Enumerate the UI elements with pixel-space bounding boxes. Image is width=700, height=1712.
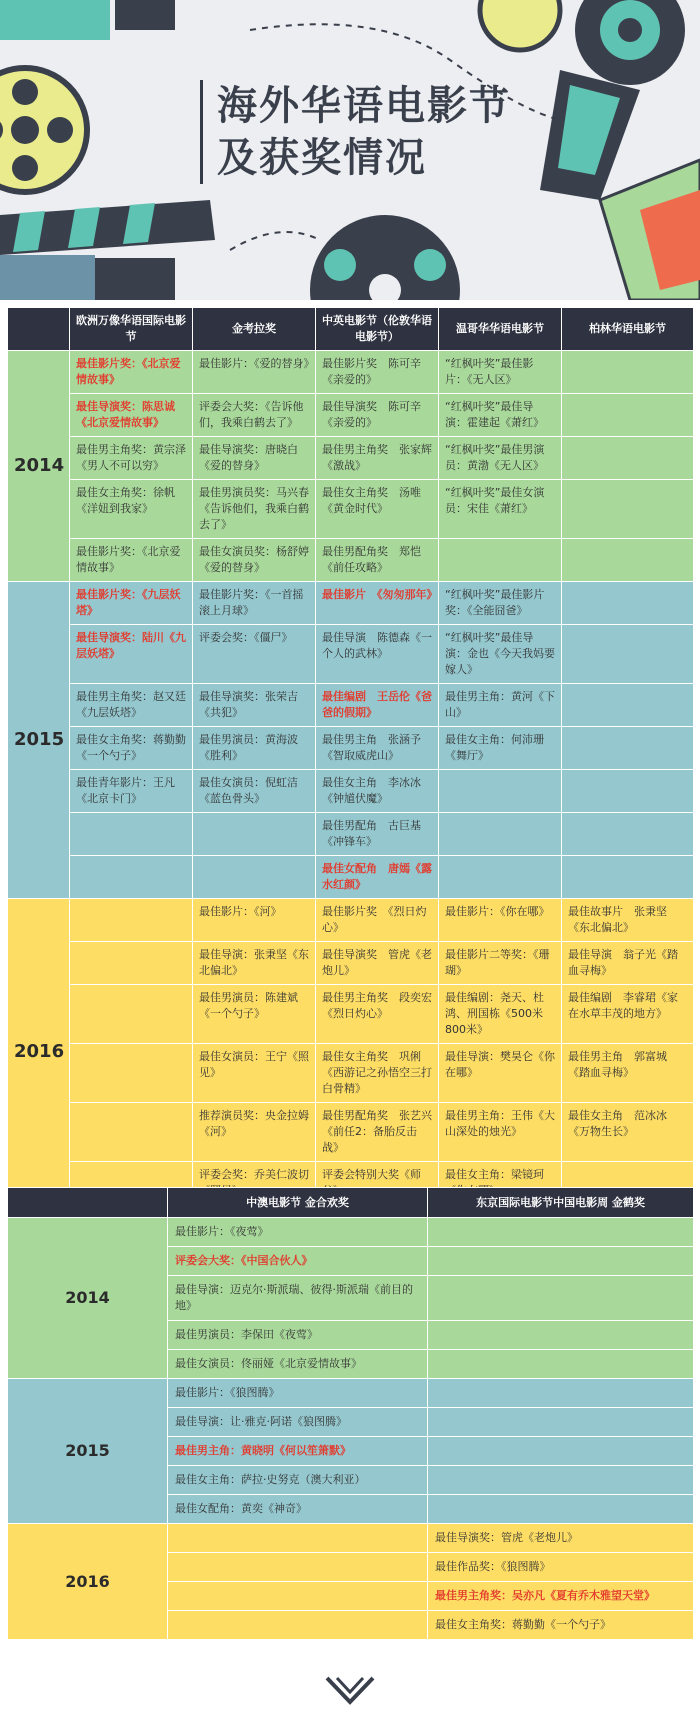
award-text: 最佳影片：《夜莺》 — [175, 1225, 269, 1238]
award-cell — [316, 813, 439, 856]
award-cell — [562, 985, 694, 1044]
award-cell — [439, 625, 562, 684]
film-reel-icon — [0, 68, 87, 192]
column-header: 中英电影节（伦敦华语电影节） — [316, 308, 439, 351]
award-cell — [562, 942, 694, 985]
award-cell — [193, 1103, 316, 1162]
award-cell — [439, 539, 562, 582]
award-text: 评委会奖：乔美仁波切 — [199, 1168, 309, 1181]
award-cell — [439, 770, 562, 813]
award-text: 最佳青年影片：王凡《北京卡门》 — [76, 776, 175, 805]
award-cell — [193, 394, 316, 437]
column-header: 中澳电影节 金合欢奖 — [168, 1188, 428, 1218]
award-text: 最佳作品奖：《狼图腾》 — [435, 1560, 551, 1573]
award-cell — [316, 1044, 439, 1103]
award-cell — [316, 351, 439, 394]
festival-awards-table-2 — [7, 1187, 694, 1640]
award-cell — [316, 625, 439, 684]
award-cell — [428, 1611, 694, 1640]
award-cell — [562, 1044, 694, 1103]
table-row — [8, 727, 694, 770]
award-text: 最佳导演 陈德森《一个人的武林》 — [322, 631, 432, 660]
award-cell — [168, 1582, 428, 1611]
award-text: “红枫叶奖”最佳影片：《无人区》 — [445, 357, 534, 386]
award-cell — [439, 437, 562, 480]
award-text: 最佳故事片 张秉坚《东北偏北》 — [568, 905, 667, 934]
column-header: 东京国际电影节中国电影周 金鹤奖 — [428, 1188, 694, 1218]
award-cell — [193, 684, 316, 727]
award-cell — [562, 899, 694, 942]
award-cell — [193, 856, 316, 899]
award-cell — [316, 582, 439, 625]
award-cell — [70, 1044, 193, 1103]
award-text: 最佳编剧 王岳伦《爸爸的假期》 — [322, 690, 432, 719]
table-row — [8, 1103, 694, 1162]
award-text: 最佳女主角 李冰冰《钟馗伏魔》 — [322, 776, 421, 805]
year-cell: 2014 — [8, 351, 70, 582]
award-text: 最佳影片：《狼图腾》 — [175, 1386, 280, 1399]
table-header-row — [8, 1188, 694, 1218]
column-header: 柏林华语电影节 — [562, 308, 694, 351]
award-text: 最佳男演员：陈建斌《一个勺子》 — [199, 991, 298, 1020]
award-text: 评委会大奖：《中国合伙人》 — [175, 1254, 313, 1267]
award-cell — [193, 813, 316, 856]
award-text: 最佳男配角奖 郑恺《前任攻略》 — [322, 545, 421, 574]
award-cell — [562, 813, 694, 856]
award-cell — [193, 985, 316, 1044]
award-cell — [316, 684, 439, 727]
table-row — [8, 437, 694, 480]
award-text: “红枫叶奖”最佳男演员：黄渤《无人区》 — [445, 443, 545, 472]
year-cell: 2016 — [8, 1524, 168, 1640]
award-text: 最佳影片奖：《九层妖塔》 — [76, 588, 181, 617]
award-cell — [562, 856, 694, 899]
award-cell — [439, 582, 562, 625]
award-cell — [168, 1379, 428, 1408]
award-text: 最佳女配角：黄奕《神奇》 — [175, 1502, 307, 1515]
award-text: 最佳女演员：倪虹洁《蓝色骨头》 — [199, 776, 298, 805]
award-text: 最佳男主角 郭富城《踏血寻梅》 — [568, 1050, 667, 1079]
award-text: 最佳女主角奖：徐帆《洋妞到我家》 — [76, 486, 175, 515]
award-text: 最佳影片 《匆匆那年》 — [322, 588, 438, 601]
award-text: 最佳男主角奖 段奕宏《烈日灼心》 — [322, 991, 432, 1020]
award-text: 最佳影片奖 陈可辛《亲爱的》 — [322, 357, 421, 386]
clapperboard-icon — [0, 200, 215, 300]
table-row — [8, 582, 694, 625]
award-cell — [439, 899, 562, 942]
award-cell — [70, 942, 193, 985]
award-cell — [428, 1553, 694, 1582]
award-cell — [70, 770, 193, 813]
award-cell — [193, 437, 316, 480]
award-cell — [562, 625, 694, 684]
award-text: 最佳影片奖：《一首摇滚上月球》 — [199, 588, 304, 617]
award-text: 最佳影片：《你在哪》 — [445, 905, 550, 918]
award-cell — [168, 1437, 428, 1466]
award-text: 最佳男主角 张涵予《智取威虎山》 — [322, 733, 421, 762]
award-cell — [168, 1408, 428, 1437]
award-cell — [562, 351, 694, 394]
award-cell — [439, 856, 562, 899]
award-text: 最佳女主角：梁镜珂 — [445, 1168, 544, 1181]
award-cell — [193, 899, 316, 942]
table-row — [8, 1218, 694, 1247]
award-cell — [70, 437, 193, 480]
award-text: 最佳导演：张秉坚《东北偏北》 — [199, 948, 309, 977]
award-cell — [439, 985, 562, 1044]
award-cell — [70, 582, 193, 625]
title-line-2: 及获奖情况 — [217, 135, 427, 181]
award-text: 最佳女主角奖：蒋勤勤《一个勺子》 — [76, 733, 186, 762]
award-cell — [168, 1611, 428, 1640]
award-cell — [439, 942, 562, 985]
award-cell — [439, 813, 562, 856]
award-cell — [316, 770, 439, 813]
award-cell — [428, 1379, 694, 1408]
table-row — [8, 351, 694, 394]
award-cell — [168, 1495, 428, 1524]
award-text: 最佳导演奖 管虎《老炮儿》 — [322, 948, 432, 977]
award-text: 最佳男演员：黄海波《胜利》 — [199, 733, 298, 762]
award-text: 最佳女配角 唐嫣《露水红颜》 — [322, 862, 432, 891]
award-cell — [193, 1044, 316, 1103]
award-cell — [168, 1247, 428, 1276]
award-text: 最佳男演员：李保田《夜莺》 — [175, 1328, 318, 1341]
award-cell — [428, 1582, 694, 1611]
award-cell — [70, 899, 193, 942]
award-text: 最佳影片奖 《烈日灼心》 — [322, 905, 427, 934]
award-cell — [316, 727, 439, 770]
award-cell — [562, 437, 694, 480]
table-row — [8, 1379, 694, 1408]
column-header: 金考拉奖 — [193, 308, 316, 351]
award-cell — [193, 625, 316, 684]
award-text: 最佳导演 翁子光《踏血寻梅》 — [568, 948, 678, 977]
award-cell — [168, 1350, 428, 1379]
table-row — [8, 985, 694, 1044]
award-cell — [562, 770, 694, 813]
award-cell — [168, 1466, 428, 1495]
award-cell — [428, 1247, 694, 1276]
award-text: 最佳男主角奖 张家辉《激战》 — [322, 443, 432, 472]
table-row — [8, 899, 694, 942]
award-text: 最佳男演员奖：马兴春《告诉他们，我乘白鹤去了》 — [199, 486, 309, 531]
column-header: 欧洲万像华语国际电影节 — [70, 308, 193, 351]
award-text: 最佳男主角奖：赵又廷《九层妖塔》 — [76, 690, 186, 719]
award-cell — [562, 539, 694, 582]
table-row — [8, 813, 694, 856]
award-text: 最佳男配角奖 张艺兴《前任2：备胎反击战》 — [322, 1109, 432, 1154]
table-row — [8, 856, 694, 899]
award-text: “红枫叶奖”最佳女演员：宋佳《萧红》 — [445, 486, 545, 515]
film-reel-icon-2 — [310, 215, 460, 300]
award-cell — [316, 1103, 439, 1162]
award-cell — [193, 582, 316, 625]
award-text: 最佳男主角：黄河《下山》 — [445, 690, 555, 719]
award-cell — [439, 1044, 562, 1103]
award-text: 评委会特别大奖《师 — [322, 1168, 421, 1181]
chevron-down-icon — [325, 1676, 375, 1706]
award-cell — [562, 582, 694, 625]
award-cell — [168, 1218, 428, 1247]
award-cell — [316, 394, 439, 437]
award-text: 最佳女主角奖 汤唯《黄金时代》 — [322, 486, 421, 515]
award-cell — [316, 942, 439, 985]
award-cell — [168, 1553, 428, 1582]
award-cell — [70, 684, 193, 727]
award-cell — [439, 727, 562, 770]
award-text: 最佳影片二等奖：《珊瑚》 — [445, 948, 550, 977]
award-text: 最佳导演奖：陆川《九层妖塔》 — [76, 631, 186, 660]
page-title — [200, 80, 511, 184]
award-text: 最佳导演奖：管虎《老炮儿》 — [435, 1531, 578, 1544]
award-text: 最佳女主角：何沛珊《舞厅》 — [445, 733, 544, 762]
table-row — [8, 770, 694, 813]
award-cell — [428, 1524, 694, 1553]
table-row — [8, 539, 694, 582]
header-banner — [0, 0, 700, 300]
award-cell — [168, 1321, 428, 1350]
award-cell — [193, 480, 316, 539]
award-cell — [428, 1321, 694, 1350]
header-corner — [8, 1188, 168, 1218]
award-cell — [562, 727, 694, 770]
award-text: 评委会大奖：《告诉他们，我乘白鹤去了》 — [199, 400, 304, 429]
award-cell — [316, 899, 439, 942]
award-cell — [428, 1350, 694, 1379]
award-text: 最佳男主角：王伟《大山深处的烛光》 — [445, 1109, 555, 1138]
award-text: 最佳女主角 范冰冰《万物生长》 — [568, 1109, 667, 1138]
award-text: 最佳影片奖：《北京爱情故事》 — [76, 545, 181, 574]
film-strip-icon — [600, 160, 700, 300]
table-header-row — [8, 308, 694, 351]
table-row — [8, 394, 694, 437]
award-cell — [70, 985, 193, 1044]
award-cell — [562, 1103, 694, 1162]
award-cell — [70, 539, 193, 582]
award-text: 最佳导演奖：陈思诚《北京爱情故事》 — [76, 400, 175, 429]
title-line-1: 海外华语电影节 — [217, 83, 511, 129]
award-text: 最佳编剧：尧天、杜鸿、刑国栋《500米800米》 — [445, 991, 544, 1036]
award-text: 最佳男主角奖：吴亦凡《夏有乔木雅望天堂》 — [435, 1589, 655, 1602]
year-cell: 2015 — [8, 1379, 168, 1524]
award-cell — [316, 539, 439, 582]
award-text: 最佳编剧 李睿珺《家在水草丰茂的地方》 — [568, 991, 678, 1020]
award-cell — [428, 1495, 694, 1524]
award-cell — [168, 1276, 428, 1321]
award-cell — [428, 1466, 694, 1495]
award-cell — [428, 1276, 694, 1321]
award-text: 最佳女演员奖：杨舒婷《爱的替身》 — [199, 545, 309, 574]
award-cell — [439, 351, 562, 394]
award-text: 推荐演员奖：央金拉姆《河》 — [199, 1109, 309, 1138]
award-cell — [428, 1218, 694, 1247]
award-text: 最佳导演奖：唐晓白《爱的替身》 — [199, 443, 298, 472]
award-text: 最佳导演：迈克尔·斯派瑞、彼得·斯派瑞《前目的地》 — [175, 1283, 413, 1312]
award-cell — [562, 394, 694, 437]
award-cell — [439, 1103, 562, 1162]
table-row — [8, 942, 694, 985]
award-cell — [439, 480, 562, 539]
award-cell — [193, 351, 316, 394]
award-text: 最佳男配角 古巨基《冲锋车》 — [322, 819, 421, 848]
award-cell — [316, 480, 439, 539]
award-cell — [562, 480, 694, 539]
award-text: 最佳女演员：王宁《照见》 — [199, 1050, 309, 1079]
award-cell — [316, 856, 439, 899]
year-cell: 2014 — [8, 1218, 168, 1379]
award-text: 最佳导演：樊昊仑《你在哪》 — [445, 1050, 555, 1079]
award-text: “红枫叶奖”最佳导演：霍建起《萧红》 — [445, 400, 544, 429]
award-cell — [70, 813, 193, 856]
table-row — [8, 1524, 694, 1553]
award-text: 最佳导演奖：张荣吉《共犯》 — [199, 690, 298, 719]
table-row — [8, 480, 694, 539]
award-cell — [193, 770, 316, 813]
award-cell — [70, 1103, 193, 1162]
award-text: 最佳男主角：黄晓明《何以笙箫默》 — [175, 1444, 351, 1457]
award-cell — [428, 1408, 694, 1437]
award-text: 最佳女主角奖 巩俐《西游记之孙悟空三打白骨精》 — [322, 1050, 432, 1095]
award-cell — [70, 480, 193, 539]
award-text: “红枫叶奖”最佳影片奖：《全能囧爸》 — [445, 588, 545, 617]
year-cell: 2015 — [8, 582, 70, 899]
award-cell — [316, 437, 439, 480]
award-cell — [70, 394, 193, 437]
award-cell — [439, 684, 562, 727]
award-cell — [193, 539, 316, 582]
column-header: 温哥华华语电影节 — [439, 308, 562, 351]
award-cell — [70, 625, 193, 684]
award-cell — [70, 856, 193, 899]
header-corner — [8, 308, 70, 351]
award-text: 最佳女主角：萨拉·史努克（澳大利亚） — [175, 1473, 366, 1486]
table-row — [8, 1044, 694, 1103]
award-cell — [193, 727, 316, 770]
year-cell: 2016 — [8, 899, 70, 1205]
award-text: 评委会奖：《僵尸》 — [199, 631, 293, 644]
award-cell — [70, 727, 193, 770]
award-text: “红枫叶奖”最佳导演：金也《今天我妈要嫁人》 — [445, 631, 555, 676]
award-cell — [316, 985, 439, 1044]
award-text: 最佳影片：《河》 — [199, 905, 282, 918]
award-cell — [439, 394, 562, 437]
award-cell — [168, 1524, 428, 1553]
festival-awards-table-1 — [7, 307, 694, 1205]
table-row — [8, 625, 694, 684]
award-text: 最佳影片：《爱的替身》 — [199, 357, 315, 370]
award-text: 最佳女主角奖：蒋勤勤《一个勺子》 — [435, 1618, 611, 1631]
award-text: 最佳影片奖：《北京爱情故事》 — [76, 357, 181, 386]
award-text: 最佳导演：让·雅克·阿诺《狼图腾》 — [175, 1415, 347, 1428]
table-row — [8, 684, 694, 727]
award-text: 最佳男主角奖：黄宗泽《男人不可以穷》 — [76, 443, 186, 472]
award-cell — [562, 684, 694, 727]
award-text: 最佳导演奖 陈可辛《亲爱的》 — [322, 400, 421, 429]
award-cell — [428, 1437, 694, 1466]
award-cell — [70, 351, 193, 394]
award-cell — [193, 942, 316, 985]
award-text: 最佳女演员：佟丽娅《北京爱情故事》 — [175, 1357, 362, 1370]
